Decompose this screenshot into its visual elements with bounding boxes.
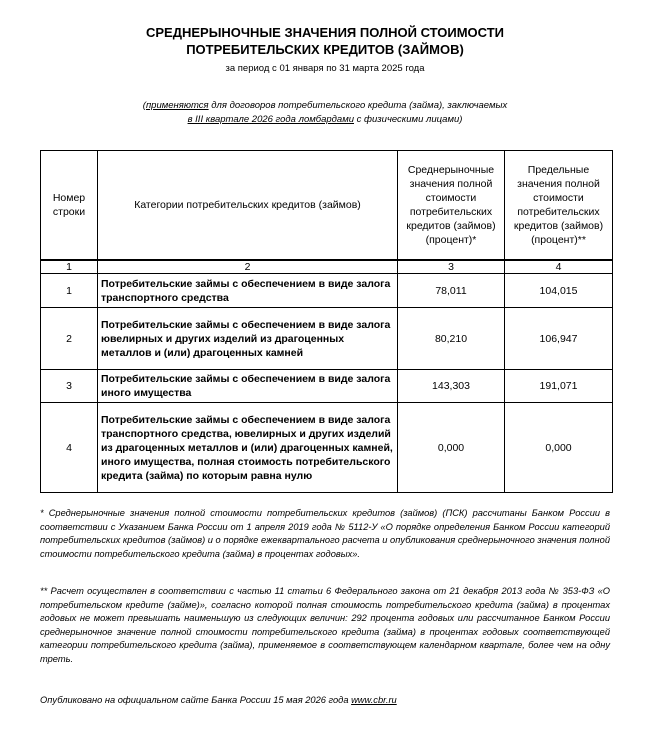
page-title-line2: ПОТРЕБИТЕЛЬСКИХ КРЕДИТОВ (ЗАЙМОВ) [186, 42, 464, 57]
table-row [41, 370, 613, 403]
column-number: 3 [398, 260, 505, 274]
table-row [41, 403, 613, 493]
applies-word: применяются [145, 100, 209, 111]
row-num: 4 [41, 403, 98, 493]
column-number: 4 [505, 260, 613, 274]
applies-line2-underlined: в III квартале 2026 года ломбардами [187, 114, 354, 125]
row-num: 3 [41, 370, 98, 403]
header-category: Категории потребительских кредитов (займов) [98, 151, 398, 261]
header-avg: Среднерыночные значения полной стоимости потребительских кредитов (займов) (процент)* [398, 151, 505, 261]
applies-note [0, 99, 650, 127]
row-category: Потребительские займы с обеспечением в виде залога ювелирных и других изделий из драгоценных металлов и (или) драгоценных камней [98, 308, 398, 370]
row-avg: 143,303 [398, 370, 505, 403]
footnote-1: * Среднерыночные значения полной стоимости потребительских кредитов (займов) (ПСК) рассчитаны Банком России в соответствии с Указанием Банка России от 1 апреля 2019 года № 5112-У «О порядке определения Банком России категорий потребительских кредитов (займов) и о порядке ежеквартального расчета и опубликования среднерыночного значения полной стоимости потребительского кредита (займа) в процентах годовых». [40, 508, 610, 559]
column-number-row [41, 260, 613, 274]
row-avg: 78,011 [398, 274, 505, 308]
column-number: 1 [41, 260, 98, 274]
applies-line2-rest: с физическими лицами) [354, 114, 463, 125]
row-limit: 106,947 [505, 308, 613, 370]
row-limit: 191,071 [505, 370, 613, 403]
header-limit: Предельные значения полной стоимости потребительских кредитов (займов) (процент)** [505, 151, 613, 261]
table-row [41, 308, 613, 370]
page-title-line1: СРЕДНЕРЫНОЧНЫЕ ЗНАЧЕНИЯ ПОЛНОЙ СТОИМОСТИ [145, 25, 505, 40]
row-avg: 0,000 [398, 403, 505, 493]
row-num: 2 [41, 308, 98, 370]
published-note [40, 695, 397, 705]
column-number: 2 [98, 260, 398, 274]
row-category: Потребительские займы с обеспечением в виде залога иного имущества [98, 370, 398, 403]
cbr-link[interactable]: www.cbr.ru [351, 695, 397, 705]
header-num: Номер строки [41, 151, 98, 261]
table-header-row [41, 151, 613, 261]
row-avg: 80,210 [398, 308, 505, 370]
row-num: 1 [41, 274, 98, 308]
period-text: за период с 01 января по 31 марта 2025 года [225, 63, 425, 74]
applies-line1-rest: для договоров потребительского кредита (займа), заключаемых [208, 100, 508, 111]
table-row [41, 274, 613, 308]
row-limit: 0,000 [505, 403, 613, 493]
row-limit: 104,015 [505, 274, 613, 308]
applies-open-paren: ( [142, 100, 146, 111]
row-category: Потребительские займы с обеспечением в виде залога транспортного средства, ювелирных и других изделий из драгоценных металлов и (или) драгоценных камней, иного имущества, полная стоимость потребительского кредита (займа) по которым равна нулю [98, 403, 398, 493]
psk-table [40, 150, 613, 493]
row-category: Потребительские займы с обеспечением в виде залога транспортного средства [98, 274, 398, 308]
footnote-2: ** Расчет осуществлен в соответствии с частью 11 статьи 6 Федерального закона от 21 декабря 2013 года № 353-ФЗ «О потребительском кредите (займе)», согласно которой полная стоимость потребительского кредита (займа) в процентах годовых не может превышать наименьшую из следующих величин: 292 процента годовых или рассчитанное Банком России среднерыночное значение полной стоимости потребительского кредита (займа) в процентах годовых соответствующей категории потребительского кредита (займа), применяемое в соответствующем календарном квартале, более чем на одну треть. [40, 586, 610, 664]
published-text: Опубликовано на официальном сайте Банка России 15 мая 2026 года [40, 695, 352, 705]
